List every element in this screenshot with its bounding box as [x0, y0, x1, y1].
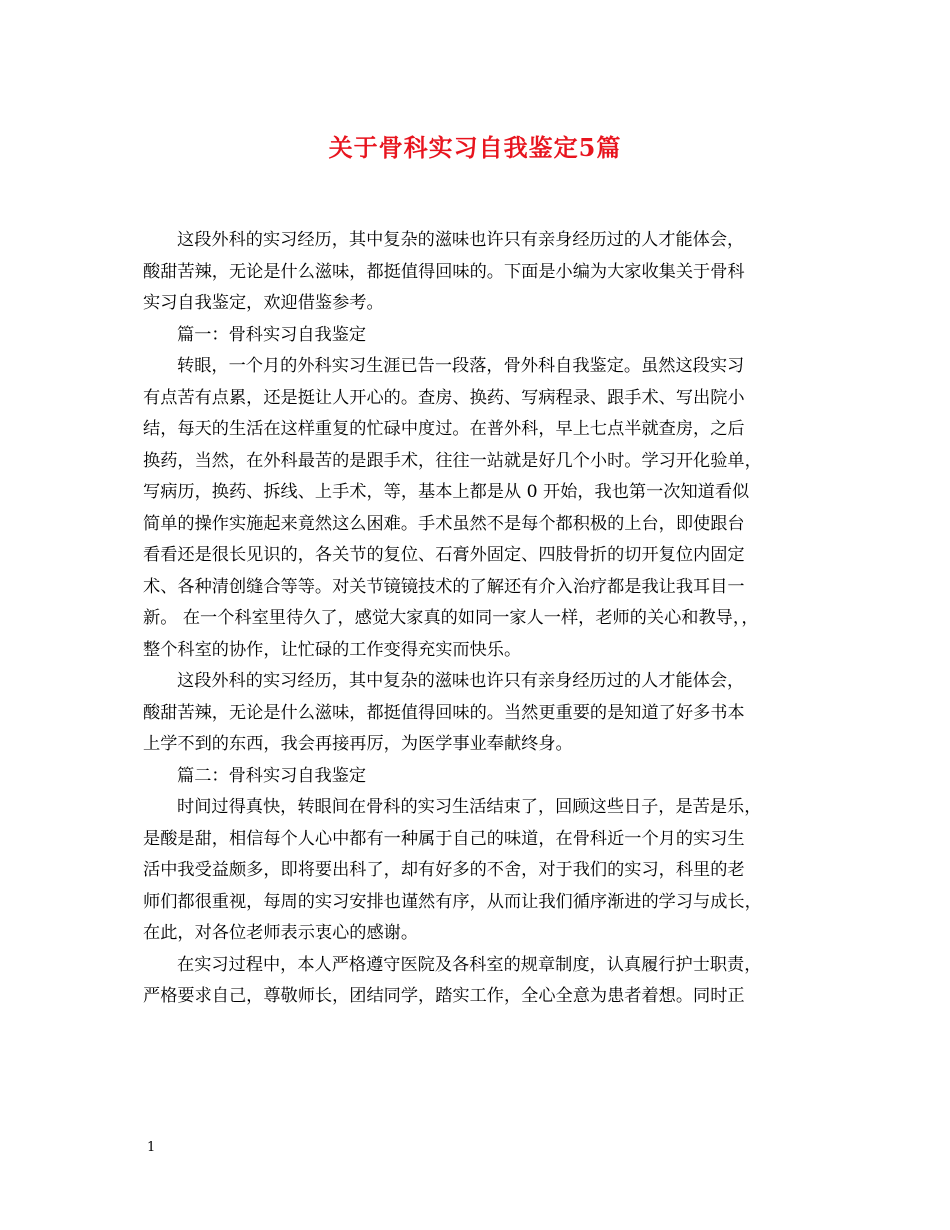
text-line: 时间过得真快，转眼间在骨科的实习生活结束了，回顾这些日子，是苦是乐，: [177, 797, 762, 817]
text-line: 换药，当然，在外科最苦的是跟手术，往往一站就是好几个小时。学习开化验单，: [143, 450, 762, 471]
text-line: 酸甜苦辣，无论是什么滋味，都挺值得回味的。下面是小编为大家收集关于骨科: [143, 261, 745, 282]
text-line: 是酸是甜，相信每个人心中都有一种属于自己的味道，在骨科近一个月的实习生: [143, 828, 745, 849]
page-title: 关于骨科实习自我鉴定5篇: [328, 133, 622, 162]
text-line: 术、各种清创缝合等等。对关节镜镜技术的了解还有介入治疗都是我让我耳目一: [143, 576, 745, 597]
text-line: 整个科室的协作，让忙碌的工作变得充实而快乐。: [143, 639, 522, 660]
text-line: 有点苦有点累，还是挺让人开心的。查房、换药、写病程录、跟手术、写出院小: [143, 387, 745, 408]
text-line: 写病历，换药、拆线、上手术，等，基本上都是从 0 开始，我也第一次知道看似: [143, 482, 750, 502]
text-line: 篇二：骨科实习自我鉴定: [177, 765, 367, 786]
text-line: 篇一：骨科实习自我鉴定: [177, 324, 367, 345]
text-line: 在实习过程中，本人严格遵守医院及各科室的规章制度，认真履行护士职责，: [177, 954, 762, 975]
text-line: 这段外科的实习经历，其中复杂的滋味也许只有亲身经历过的人才能体会，: [177, 671, 745, 691]
page-number: 1: [147, 1140, 156, 1155]
text-line: 新。 在一个科室里待久了，感觉大家真的如同一家人一样，老师的关心和教导，，: [143, 608, 759, 628]
text-line: 在此，对各位老师表示衷心的感谢。: [143, 923, 419, 943]
text-line: 活中我受益颇多，即将要出科了，却有好多的不舍，对于我们的实习，科里的老: [143, 860, 745, 880]
document-body: [143, 225, 825, 1013]
text-line: 严格要求自己，尊敬师长，团结同学，踏实工作，全心全意为患者着想。同时正: [143, 986, 745, 1006]
text-line: 这段外科的实习经历，其中复杂的滋味也许只有亲身经历过的人才能体会，: [177, 230, 745, 250]
text-line: 简单的操作实施起来竟然这么困难。手术虽然不是每个都积极的上台，即使跟台: [143, 513, 745, 534]
text-line: 看看还是很长见识的，各关节的复位、石膏外固定、四肢骨折的切开复位内固定: [143, 545, 745, 565]
text-line: 转眼，一个月的外科实习生涯已告一段落，骨外科自我鉴定。虽然这段实习: [177, 356, 745, 376]
text-line: 上学不到的东西，我会再接再厉，为医学事业奉献终身。: [143, 734, 573, 754]
text-line: 实习自我鉴定，欢迎借鉴参考。: [143, 293, 384, 313]
text-line: 结，每天的生活在这样重复的忙碌中度过。在普外科，早上七点半就查房，之后: [143, 419, 745, 439]
text-line: 酸甜苦辣，无论是什么滋味，都挺值得回味的。当然更重要的是知道了好多书本: [143, 702, 745, 723]
text-line: 师们都很重视，每周的实习安排也谨然有序，从而让我们循序渐进的学习与成长，: [143, 891, 762, 912]
